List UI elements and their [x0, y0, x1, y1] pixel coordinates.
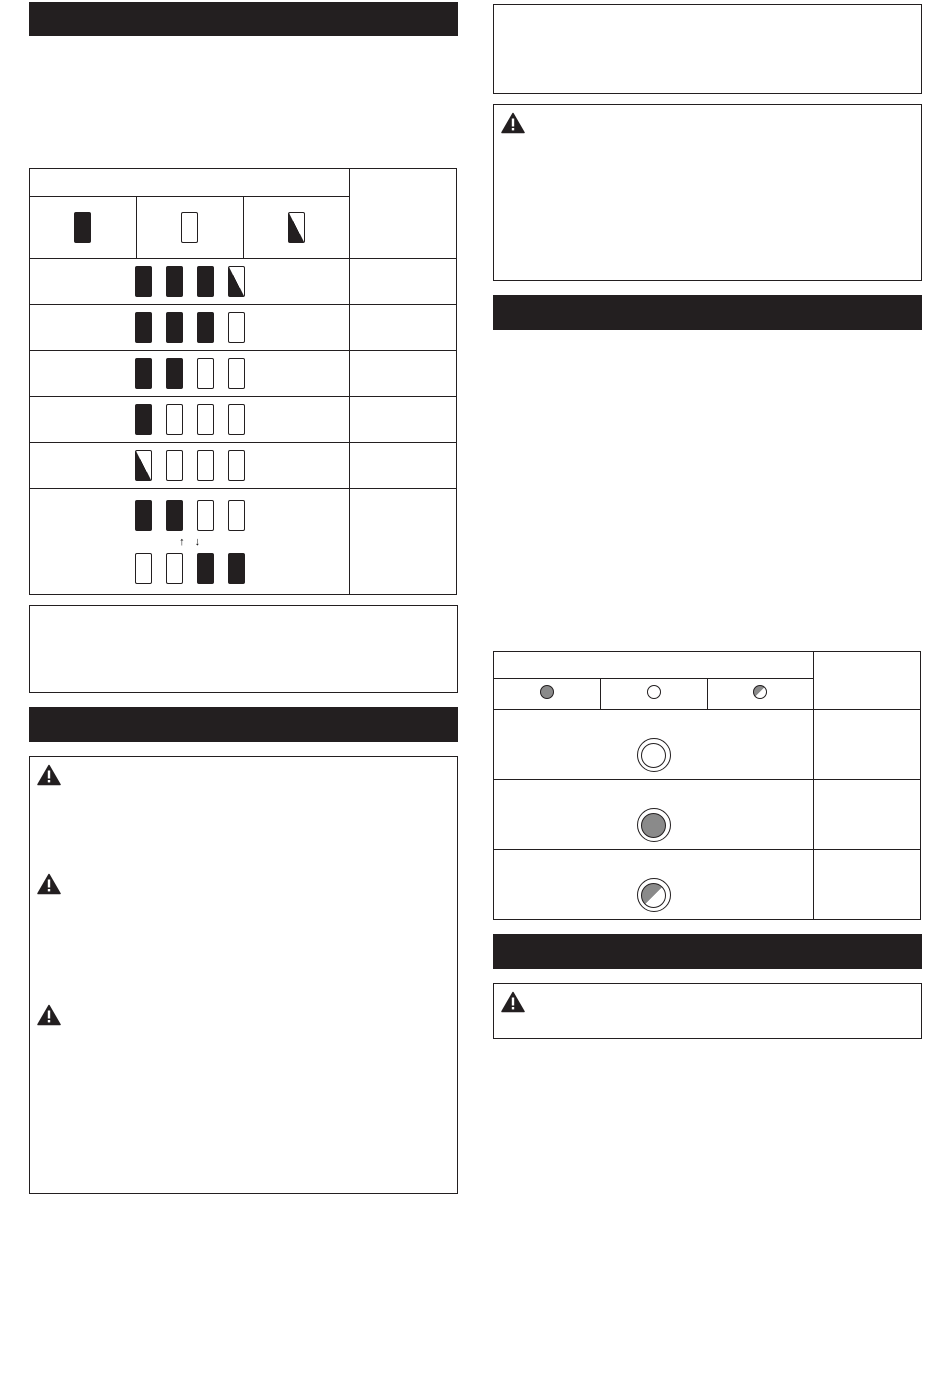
indicator-lit-icon: [166, 312, 183, 343]
indicator-lit-icon: [197, 553, 214, 584]
remaining-cell: [350, 397, 457, 443]
legend-lit: [494, 679, 601, 710]
indicator-lit-icon: [135, 358, 152, 389]
indicator-group: [30, 266, 349, 297]
remaining-cell: [350, 305, 457, 351]
indicator-lit-icon: [166, 266, 183, 297]
legend-blink: [707, 679, 814, 710]
legend-on: [30, 197, 137, 259]
indicator-group: [30, 312, 349, 343]
indicator-lit-icon: [135, 404, 152, 435]
battery-indicator-table: [29, 168, 457, 595]
warning-triangle-icon: [37, 873, 61, 895]
section-header-bar: [29, 707, 458, 742]
remaining-cell: [350, 443, 457, 489]
table-header-indicator: [494, 652, 814, 679]
indicator-off-icon: [166, 553, 183, 584]
indicator-blinking-icon: [288, 212, 305, 243]
lamp-lit-icon: [540, 685, 554, 699]
indicator-off-icon: [228, 312, 245, 343]
warning-triangle-icon: [501, 112, 525, 134]
arrow-up-icon: ↑: [179, 535, 185, 548]
indicator-lit-icon: [135, 312, 152, 343]
legend-off: [136, 197, 243, 259]
table-row: [30, 443, 457, 489]
warning-box: [29, 756, 458, 1194]
table-row: [494, 710, 921, 780]
section-header-bar: [493, 295, 922, 330]
warning-triangle-icon: [37, 1004, 61, 1026]
table-row: [494, 850, 921, 920]
indicator-group: [30, 404, 349, 435]
table-row: [30, 305, 457, 351]
indicator-off-icon: [228, 358, 245, 389]
table-header-indicator: [30, 169, 350, 197]
indicator-off-icon: [181, 212, 198, 243]
status-cell: [814, 780, 921, 850]
indicator-off-icon: [135, 553, 152, 584]
table-header-remaining: [350, 169, 457, 259]
warning-box: [493, 104, 922, 281]
indicator-lit-icon: [197, 266, 214, 297]
section-header-bar: [29, 2, 458, 36]
indicator-group: [30, 450, 349, 481]
indicator-off-icon: [166, 404, 183, 435]
indicator-lit-icon: [197, 312, 214, 343]
lamp-off-icon: [637, 738, 671, 772]
indicator-off-icon: [197, 404, 214, 435]
tool-indicator-table: [493, 651, 921, 920]
indicator-off-icon: [166, 450, 183, 481]
alternating-arrows: [30, 531, 349, 553]
status-cell: [814, 710, 921, 780]
lamp-blinking-icon: [753, 685, 767, 699]
lamp-lit-icon: [637, 808, 671, 842]
section-header-bar: [493, 934, 922, 969]
table-row: [30, 397, 457, 443]
indicator-lit-icon: [74, 212, 91, 243]
indicator-lit-icon: [135, 500, 152, 531]
indicator-off-icon: [228, 450, 245, 481]
warning-box: [493, 983, 922, 1039]
indicator-off-icon: [197, 450, 214, 481]
status-cell: [814, 850, 921, 920]
indicator-lit-icon: [166, 358, 183, 389]
indicator-off-icon: [197, 500, 214, 531]
table-header-status: [814, 652, 921, 710]
indicator-group: [30, 358, 349, 389]
indicator-blinking-icon: [135, 450, 152, 481]
indicator-lit-icon: [228, 553, 245, 584]
indicator-off-icon: [228, 500, 245, 531]
table-row: [30, 351, 457, 397]
table-row: [30, 489, 457, 595]
note-box: [29, 605, 458, 693]
legend-blink: [243, 197, 350, 259]
indicator-group: [30, 553, 349, 584]
lamp-blinking-icon: [637, 878, 671, 912]
table-row: [30, 259, 457, 305]
indicator-lit-icon: [166, 500, 183, 531]
remaining-cell: [350, 259, 457, 305]
warning-triangle-icon: [37, 764, 61, 786]
indicator-off-icon: [197, 358, 214, 389]
remaining-cell: [350, 351, 457, 397]
indicator-off-icon: [228, 404, 245, 435]
table-row: [494, 780, 921, 850]
arrow-down-icon: ↓: [194, 535, 201, 548]
note-box: [493, 4, 922, 94]
legend-off: [600, 679, 707, 710]
indicator-blinking-icon: [228, 266, 245, 297]
remaining-cell: [350, 489, 457, 595]
indicator-group: [30, 500, 349, 531]
lamp-off-icon: [647, 685, 661, 699]
warning-triangle-icon: [501, 991, 525, 1013]
indicator-lit-icon: [135, 266, 152, 297]
